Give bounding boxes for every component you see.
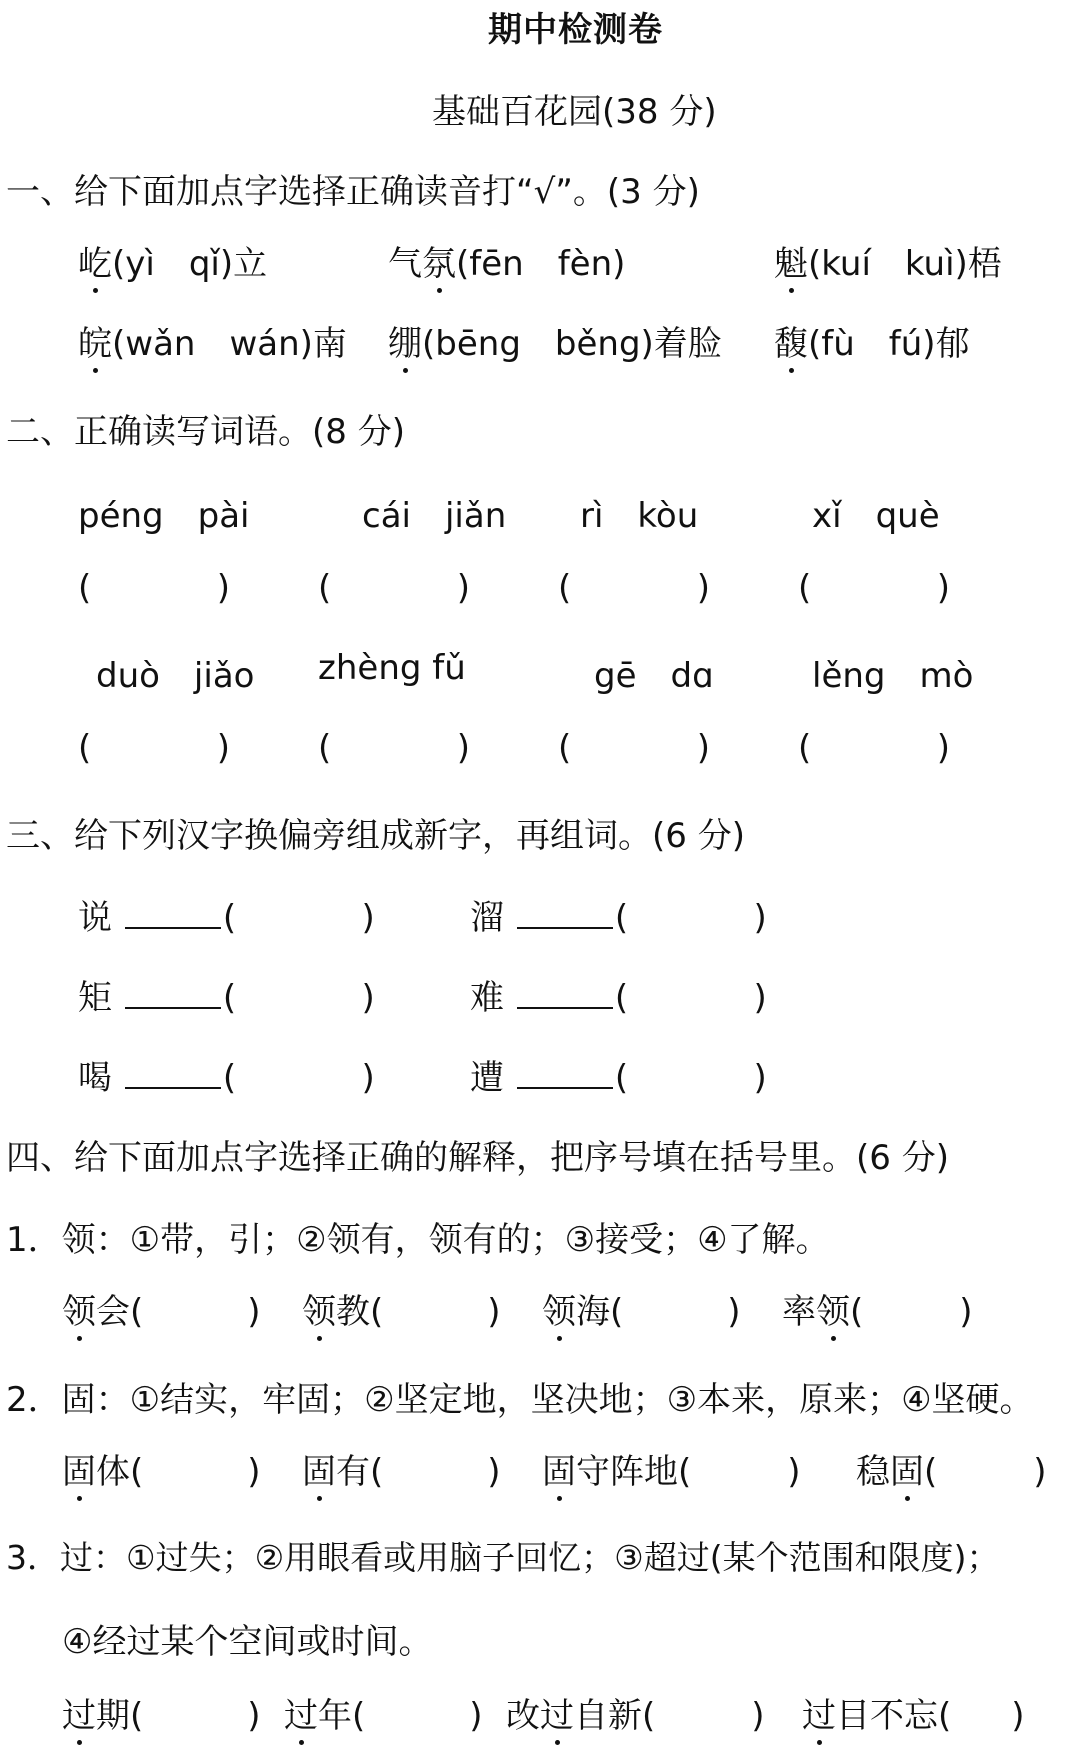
answer-box[interactable]: ( )	[558, 568, 710, 608]
answer-box[interactable]: ( )	[222, 978, 375, 1018]
q4-item3-definition: 3．过：①过失；②用眼看或用脑子回忆；③超过(某个范围和限度)；	[6, 1538, 1000, 1577]
q4-word: 领教( )	[302, 1284, 501, 1333]
pinyin: lěng mò	[812, 656, 974, 696]
q1-item: 绷(bēng běng)着脸	[388, 316, 722, 365]
q3-row: 溜 ( )	[470, 898, 767, 938]
answer-box[interactable]: ( )	[614, 1058, 767, 1098]
page-title: 期中检测卷	[488, 10, 663, 50]
pinyin: rì kòu	[580, 496, 699, 536]
q3-heading: 三、给下列汉字换偏旁组成新字，再组词。(6 分)	[6, 816, 745, 856]
pinyin: xǐ què	[812, 496, 940, 536]
answer-box[interactable]: ( )	[78, 728, 230, 768]
q4-item3-definition-cont: ④经过某个空间或时间。	[62, 1622, 433, 1662]
pinyin: péng pài	[78, 496, 250, 536]
q1-item: 馥(fù fú)郁	[774, 316, 970, 365]
section-title: 基础百花园(38 分)	[432, 92, 717, 132]
q1-item: 魁(kuí kuì)梧	[774, 236, 1002, 285]
answer-box[interactable]: ( )	[318, 728, 470, 768]
q4-word: 过期( )	[62, 1688, 261, 1737]
pinyin: cái jiǎn	[362, 496, 507, 536]
blank[interactable]	[125, 899, 221, 929]
q1-item: 气氛(fēn fèn)	[388, 236, 625, 285]
q4-word: 过年( )	[284, 1688, 483, 1737]
answer-box[interactable]: ( )	[614, 898, 767, 938]
q4-item1-definition: 1．领：①带，引；②领有，领有的；③接受；④了解。	[6, 1220, 830, 1260]
q4-word: 固有( )	[302, 1444, 501, 1493]
pinyin: gē dɑ	[594, 656, 714, 696]
q3-row: 难 ( )	[470, 978, 767, 1018]
q1-item: 皖(wǎn wán)南	[78, 316, 347, 365]
q4-word: 过目不忘( )	[802, 1688, 1025, 1737]
q4-word: 领海( )	[542, 1284, 741, 1333]
blank[interactable]	[517, 899, 613, 929]
answer-box[interactable]: ( )	[78, 568, 230, 608]
q4-item2-definition: 2．固：①结实，牢固；②坚定地，坚决地；③本来，原来；④坚硬。	[6, 1380, 1034, 1420]
answer-box[interactable]: ( )	[222, 1058, 375, 1098]
q4-word: 固守阵地( )	[542, 1444, 801, 1493]
blank[interactable]	[125, 1059, 221, 1089]
blank[interactable]	[125, 979, 221, 1009]
answer-box[interactable]: ( )	[614, 978, 767, 1018]
pinyin: zhèng fǔ	[318, 648, 466, 688]
answer-box[interactable]: ( )	[222, 898, 375, 938]
q4-word: 固体( )	[62, 1444, 261, 1493]
q4-word: 改过自新( )	[506, 1688, 765, 1737]
blank[interactable]	[517, 1059, 613, 1089]
pinyin: duò jiǎo	[96, 656, 255, 696]
q1-heading: 一、给下面加点字选择正确读音打“√”。(3 分)	[6, 172, 700, 212]
answer-box[interactable]: ( )	[798, 568, 950, 608]
blank[interactable]	[517, 979, 613, 1009]
q3-row: 矩 ( )	[78, 978, 375, 1018]
q2-heading: 二、正确读写词语。(8 分)	[6, 412, 405, 452]
answer-box[interactable]: ( )	[318, 568, 470, 608]
q4-word: 率领( )	[782, 1284, 973, 1333]
answer-box[interactable]: ( )	[798, 728, 950, 768]
q3-row: 喝 ( )	[78, 1058, 375, 1098]
q4-word: 领会( )	[62, 1284, 261, 1333]
q3-row: 遭 ( )	[470, 1058, 767, 1098]
q1-item: 屹(yì qǐ)立	[78, 236, 267, 285]
q3-row: 说 ( )	[78, 898, 375, 938]
q4-word: 稳固( )	[856, 1444, 1047, 1493]
answer-box[interactable]: ( )	[558, 728, 710, 768]
q4-heading: 四、给下面加点字选择正确的解释，把序号填在括号里。(6 分)	[6, 1138, 949, 1178]
